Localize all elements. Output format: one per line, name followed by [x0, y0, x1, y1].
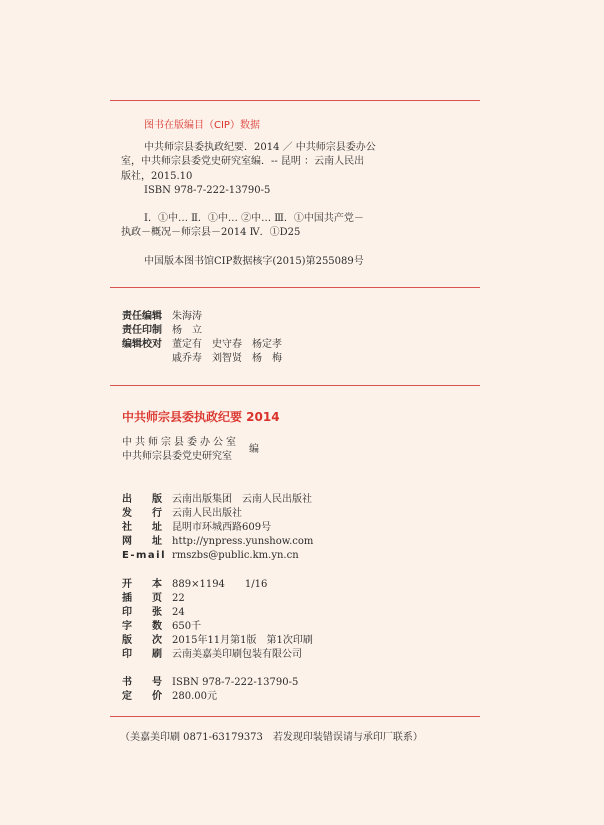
- dist-label: 发 行: [122, 508, 162, 519]
- format-label: 开 本: [122, 579, 162, 590]
- mail-label: E-mail: [122, 550, 167, 561]
- cip-line-3: 版社，2015.10: [121, 171, 193, 182]
- dist-value: 云南人民出版社: [172, 508, 242, 519]
- divider-top: [110, 100, 480, 101]
- pub-row: [122, 493, 312, 506]
- format-value: 889×1194 1/16: [172, 579, 268, 590]
- edition-row: [122, 634, 313, 647]
- price-value: 280.00元: [172, 691, 217, 702]
- cip-heading: 图书在版编目（CIP）数据: [144, 120, 260, 131]
- plates-label: 插 页: [122, 593, 162, 604]
- divider-cip-bottom: [110, 287, 480, 288]
- staff-print-row: [122, 324, 202, 337]
- cip-line-1: 中共师宗县委执政纪要．2014 ／ 中共师宗县委办公: [144, 142, 376, 153]
- addr-label: 社 址: [122, 522, 162, 533]
- web-row: [122, 535, 313, 548]
- cip-isbn: ISBN 978-7-222-13790-5: [144, 185, 271, 196]
- printer-note: （美嘉美印刷 0871-63179373 若发现印装错误请与承印厂联系）: [120, 732, 423, 743]
- staff-proof-2: 戚乔寿 刘智贤 杨 梅: [172, 353, 282, 364]
- addr-row: [122, 521, 271, 534]
- addr-value: 昆明市环城西路609号: [172, 522, 272, 533]
- sheets-value: 24: [172, 607, 185, 618]
- staff-editor-label: 责任编辑: [122, 311, 162, 322]
- staff-print-label: 责任印制: [122, 325, 162, 336]
- price-row: [122, 690, 217, 703]
- isbn-value: ISBN 978-7-222-13790-5: [172, 677, 299, 688]
- edition-value: 2015年11月第1版 第1次印刷: [172, 635, 313, 646]
- divider-bottom: [110, 716, 480, 717]
- web-value: http://ynpress.yunshow.com: [172, 536, 314, 547]
- staff-proof-1: 董定有 史守春 杨定孝: [172, 339, 282, 350]
- mail-row: [122, 549, 299, 562]
- pub-label: 出 版: [122, 494, 162, 505]
- plates-value: 22: [172, 593, 185, 604]
- staff-editor-row: [122, 310, 202, 323]
- printer-row: [122, 648, 302, 661]
- book-title: 中共师宗县委执政纪要 2014: [122, 410, 280, 424]
- isbn-row: [122, 676, 298, 689]
- printer-label: 印 刷: [122, 649, 162, 660]
- book-author-1: 中共师宗县委办公室: [122, 437, 239, 448]
- cip-line-2: 室，中共师宗县委党史研究室编．-- 昆明 ：云南人民出: [121, 156, 365, 167]
- staff-proof-row: [122, 338, 282, 351]
- cip-class-1: Ⅰ．①中… Ⅱ．①中… ②中… Ⅲ．①中国共产党－: [144, 213, 364, 224]
- mail-value: rmszbs@public.km.yn.cn: [172, 550, 299, 561]
- format-row: [122, 578, 267, 591]
- divider-staff-bottom: [110, 385, 480, 386]
- sheets-row: [122, 606, 185, 619]
- staff-editor: 朱海涛: [172, 311, 202, 322]
- book-author-role: 编: [249, 444, 259, 455]
- pub-value: 云南出版集团 云南人民出版社: [172, 494, 312, 505]
- web-label: 网 址: [122, 536, 162, 547]
- plates-row: [122, 592, 185, 605]
- words-row: [122, 620, 201, 633]
- words-label: 字 数: [122, 621, 162, 632]
- staff-proof-label: 编辑校对: [122, 339, 162, 350]
- isbn-label: 书 号: [122, 677, 162, 688]
- edition-label: 版 次: [122, 635, 162, 646]
- sheets-label: 印 张: [122, 607, 162, 618]
- printer-value: 云南美嘉美印刷包装有限公司: [172, 649, 302, 660]
- dist-row: [122, 507, 242, 520]
- cip-class-2: 执政－概况－师宗县－2014 Ⅳ．①D25: [121, 227, 301, 238]
- staff-print: 杨 立: [172, 325, 202, 336]
- cip-number: 中国版本图书馆CIP数据核字(2015)第255089号: [144, 256, 364, 267]
- book-author-2: 中共师宗县委党史研究室: [122, 451, 232, 462]
- words-value: 650千: [172, 621, 202, 632]
- price-label: 定 价: [122, 691, 162, 702]
